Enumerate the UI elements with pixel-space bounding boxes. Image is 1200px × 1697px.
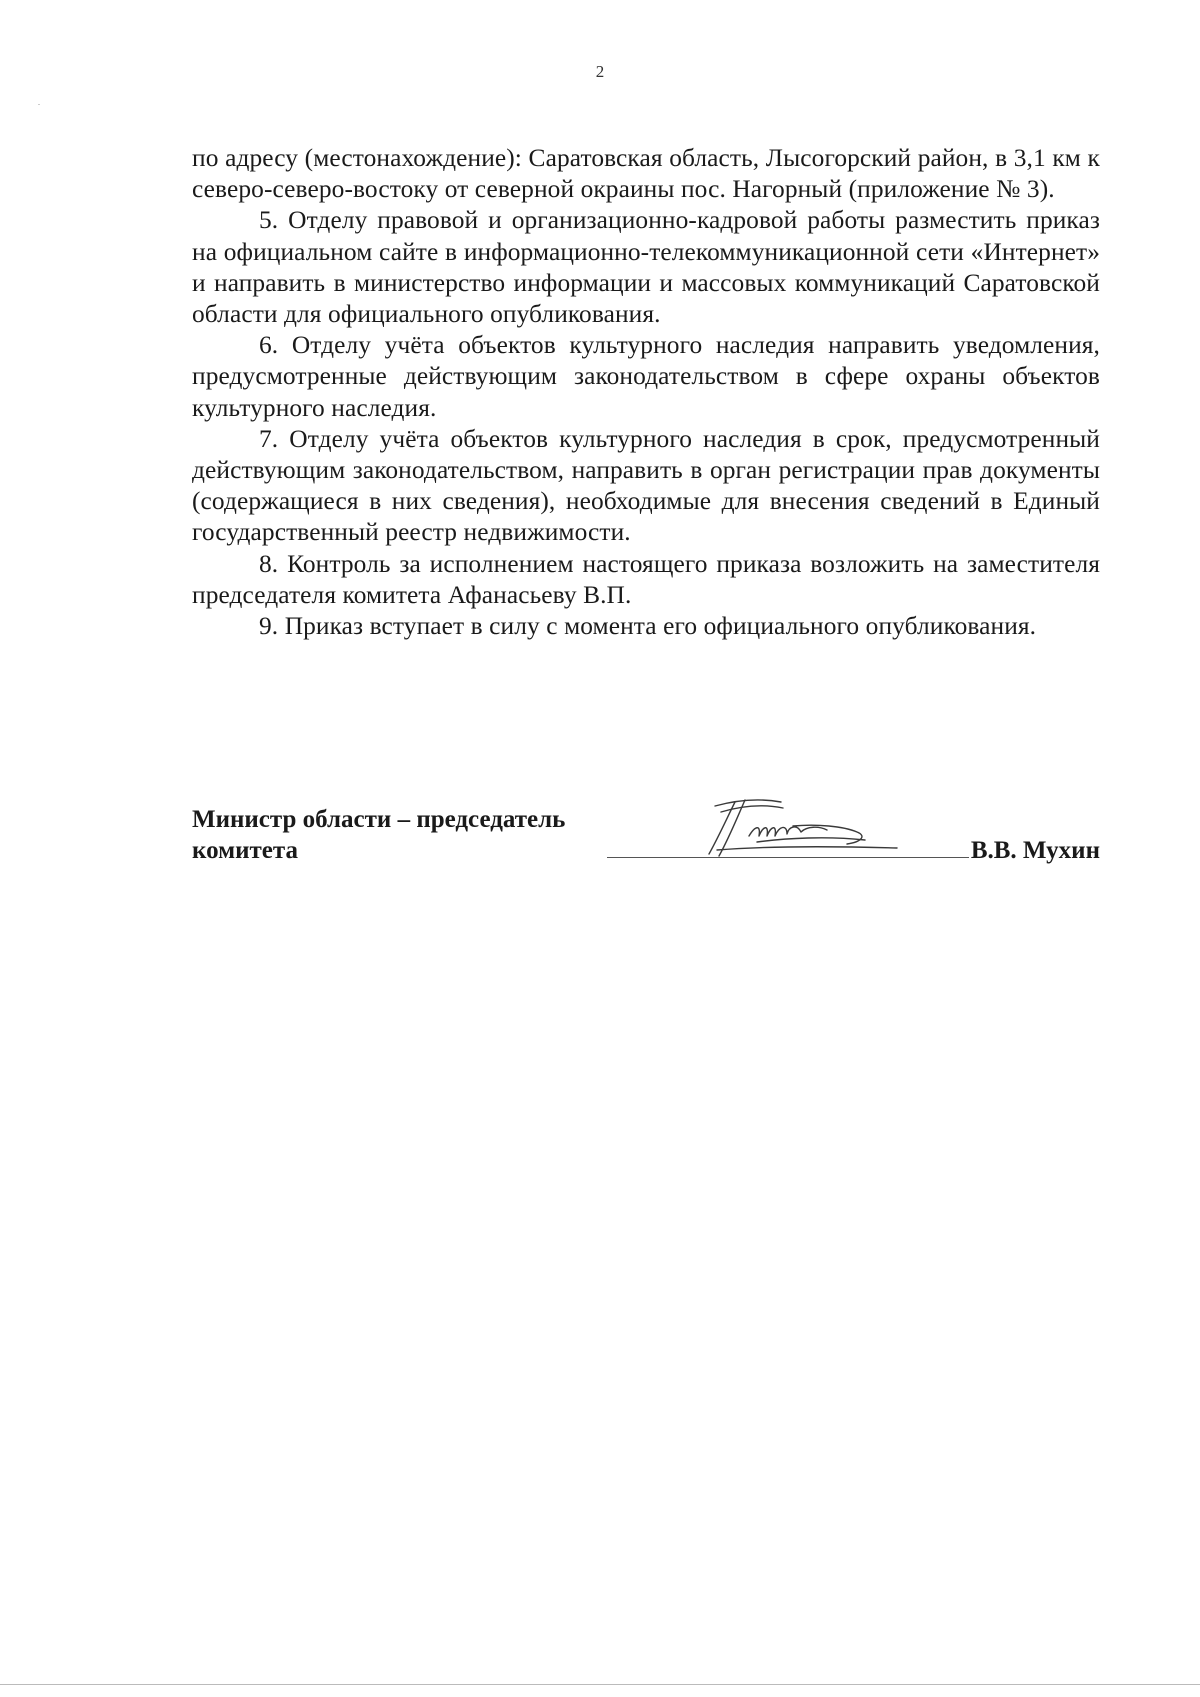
- signatory-name: В.В. Мухин: [970, 837, 1100, 864]
- paragraph-item-5: 5. Отделу правовой и организационно-кадровой работы разместить приказ на официальном сайте в информационно-телекоммуникационной сети «Интернет» и направить в министерство информации и массовых коммуникаций Саратовской области для официального опубликования.: [192, 206, 1100, 329]
- signatory-title: [192, 804, 565, 866]
- page-number: 2: [595, 62, 605, 81]
- page-bottom-edge: [0, 1684, 1200, 1685]
- handwritten-signature: [697, 796, 907, 862]
- scan-artifact: [38, 104, 40, 105]
- paragraph-address: по адресу (местонахождение): Саратовская область, Лысогорский район, в 3,1 км к северо-северо-востоку от северной окраины пос. Нагорный (приложение № 3).: [192, 144, 1100, 204]
- signatory-title-line-1: Министр области – председатель: [192, 806, 566, 833]
- paragraph-item-8: 8. Контроль за исполнением настоящего приказа возложить на заместителя председателя комитета Афанасьеву В.П.: [192, 549, 1100, 609]
- paragraph-item-6: 6. Отделу учёта объектов культурного наследия направить уведомления, предусмотренные действующим законодательством в сфере охраны объектов культурного наследия.: [192, 331, 1100, 422]
- paragraph-item-9: 9. Приказ вступает в силу с момента его официального опубликования.: [259, 612, 1037, 641]
- paragraph-item-7: 7. Отделу учёта объектов культурного наследия в срок, предусмотренный действующим законодательством, направить в орган регистрации прав документы (содержащиеся в них сведения), необходимые для внесения сведений в Единый государственный реестр недвижимости.: [192, 424, 1100, 547]
- signatory-title-line-2: комитета: [192, 837, 298, 864]
- document-body: [192, 143, 1100, 642]
- signature-block: [192, 804, 1100, 874]
